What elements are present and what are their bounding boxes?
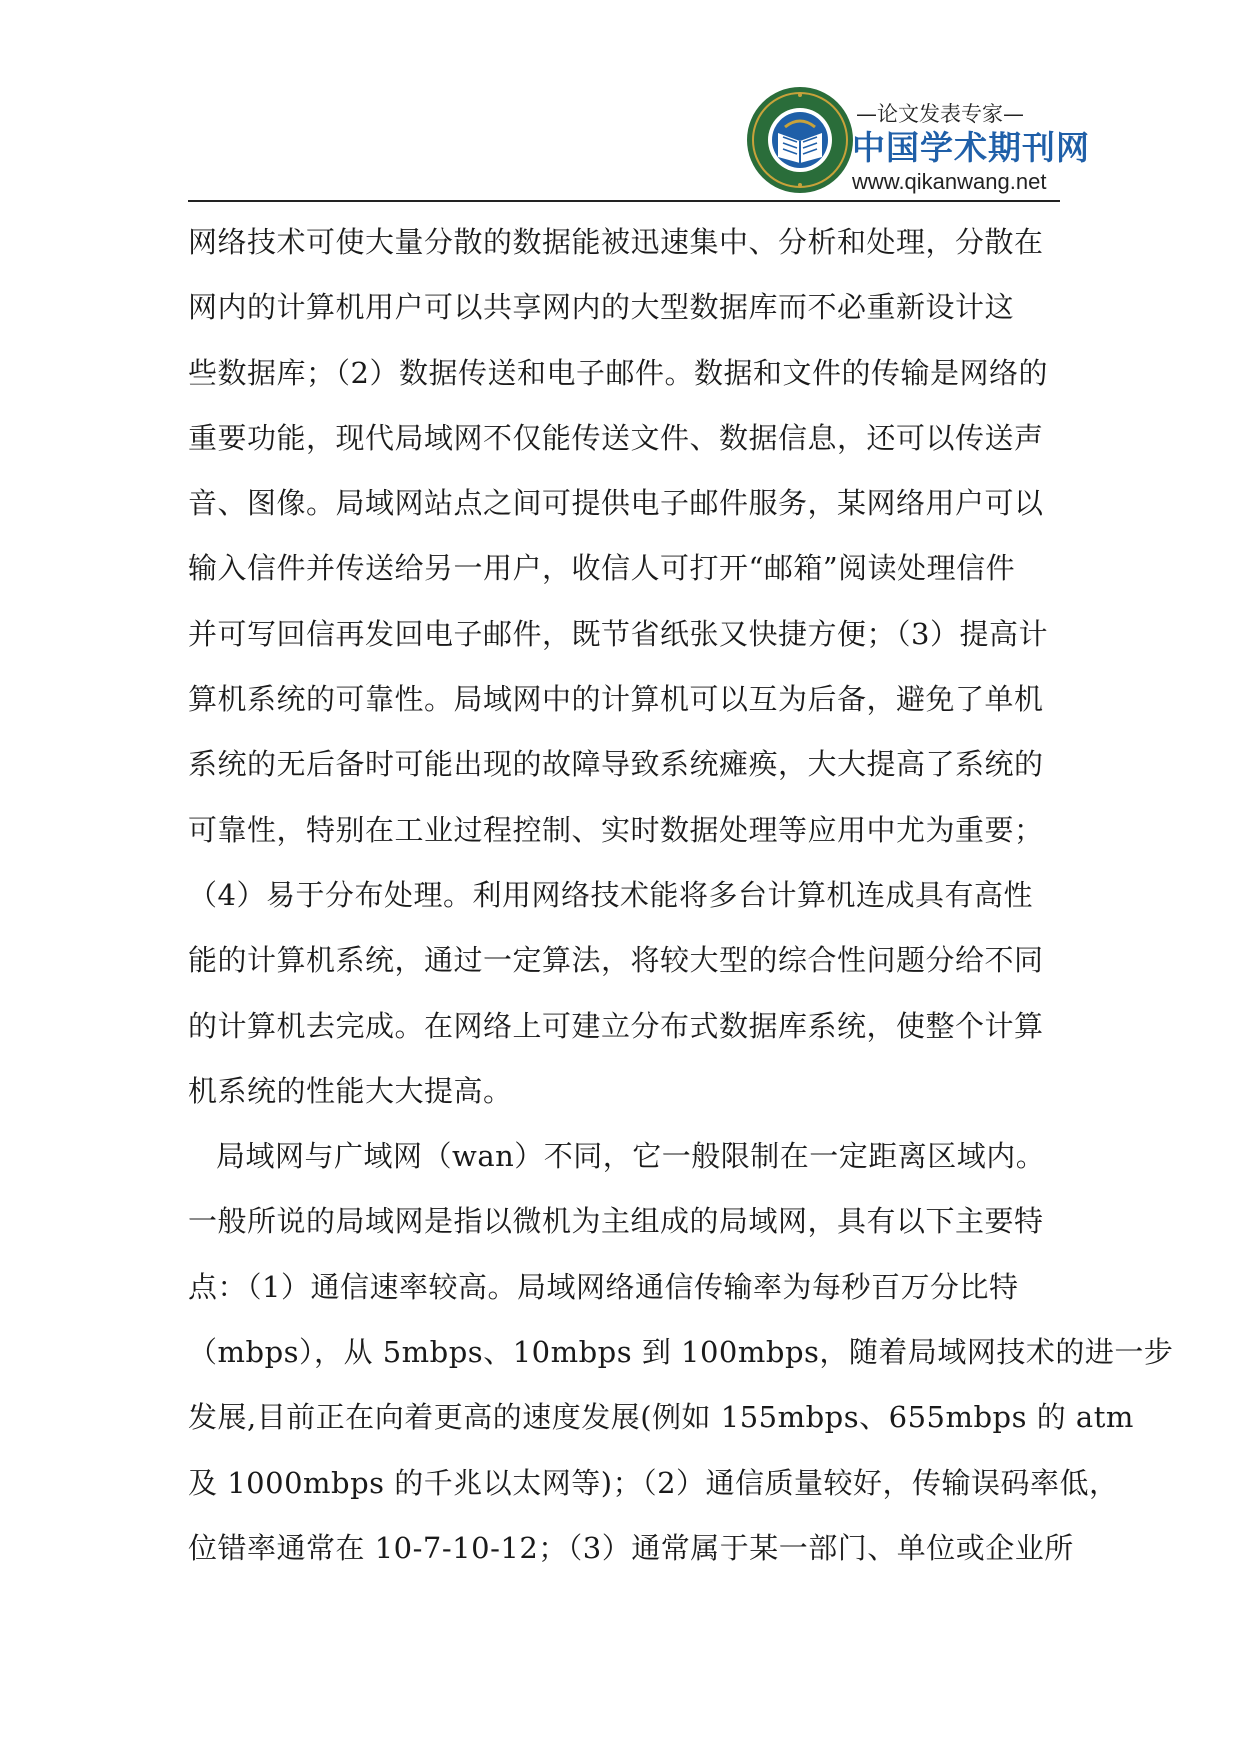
qikanwang-seal-logo [745, 85, 855, 195]
brand-name: 中国学术期刊网 [852, 128, 1090, 167]
body-line: 局域网与广域网（wan）不同，它一般限制在一定距离区域内。 [216, 1139, 1046, 1174]
body-line: 网内的计算机用户可以共享网内的大型数据库而不必重新设计这 [188, 290, 1015, 325]
body-line: 系统的无后备时可能出现的故障导致系统瘫痪，大大提高了系统的 [188, 747, 1044, 782]
body-line: 算机系统的可靠性。局域网中的计算机可以互为后备，避免了单机 [188, 682, 1044, 717]
body-line: 位错率通常在 10-7-10-12；（3）通常属于某一部门、单位或企业所 [188, 1530, 1074, 1565]
body-line: 能的计算机系统，通过一定算法，将较大型的综合性问题分给不同 [188, 943, 1044, 978]
brand-url: www.qikanwang.net [852, 169, 1047, 194]
brand-tagline: —论文发表专家— [856, 102, 1024, 126]
body-line: （mbps），从 5mbps、10mbps 到 100mbps，随着局域网技术的进一步 [188, 1335, 1174, 1370]
body-line: 输入信件并传送给另一用户，收信人可打开“邮箱”阅读处理信件 [188, 551, 1016, 586]
page-header [0, 0, 1241, 205]
body-line: 机系统的性能大大提高。 [188, 1073, 513, 1108]
body-line: 些数据库；（2）数据传送和电子邮件。数据和文件的传输是网络的 [188, 355, 1048, 390]
document-body [188, 210, 1174, 1581]
body-line: 音、图像。局域网站点之间可提供电子邮件服务，某网络用户可以 [188, 486, 1044, 521]
body-line: 发展,目前正在向着更高的速度发展(例如 155mbps、655mbps 的 atm [188, 1400, 1134, 1435]
body-line: 一般所说的局域网是指以微机为主组成的局域网，具有以下主要特 [188, 1204, 1044, 1239]
body-line: 网络技术可使大量分散的数据能被迅速集中、分析和处理，分散在 [188, 225, 1044, 259]
body-line: 及 1000mbps 的千兆以太网等)；（2）通信质量较好，传输误码率低， [188, 1465, 1119, 1500]
body-line: 重要功能，现代局域网不仅能传送文件、数据信息，还可以传送声 [188, 420, 1044, 455]
body-line: （4）易于分布处理。利用网络技术能将多台计算机连成具有高性 [188, 877, 1033, 912]
body-line: 点：（1）通信速率较高。局域网络通信传输率为每秒百万分比特 [188, 1269, 1019, 1304]
site-brand [852, 100, 1090, 196]
body-line: 并可写回信再发回电子邮件，既节省纸张又快捷方便；（3）提高计 [188, 616, 1048, 651]
body-line: 可靠性，特别在工业过程控制、实时数据处理等应用中尤为重要； [188, 812, 1044, 847]
header-divider [188, 200, 1060, 202]
body-line: 的计算机去完成。在网络上可建立分布式数据库系统，使整个计算 [188, 1008, 1044, 1043]
